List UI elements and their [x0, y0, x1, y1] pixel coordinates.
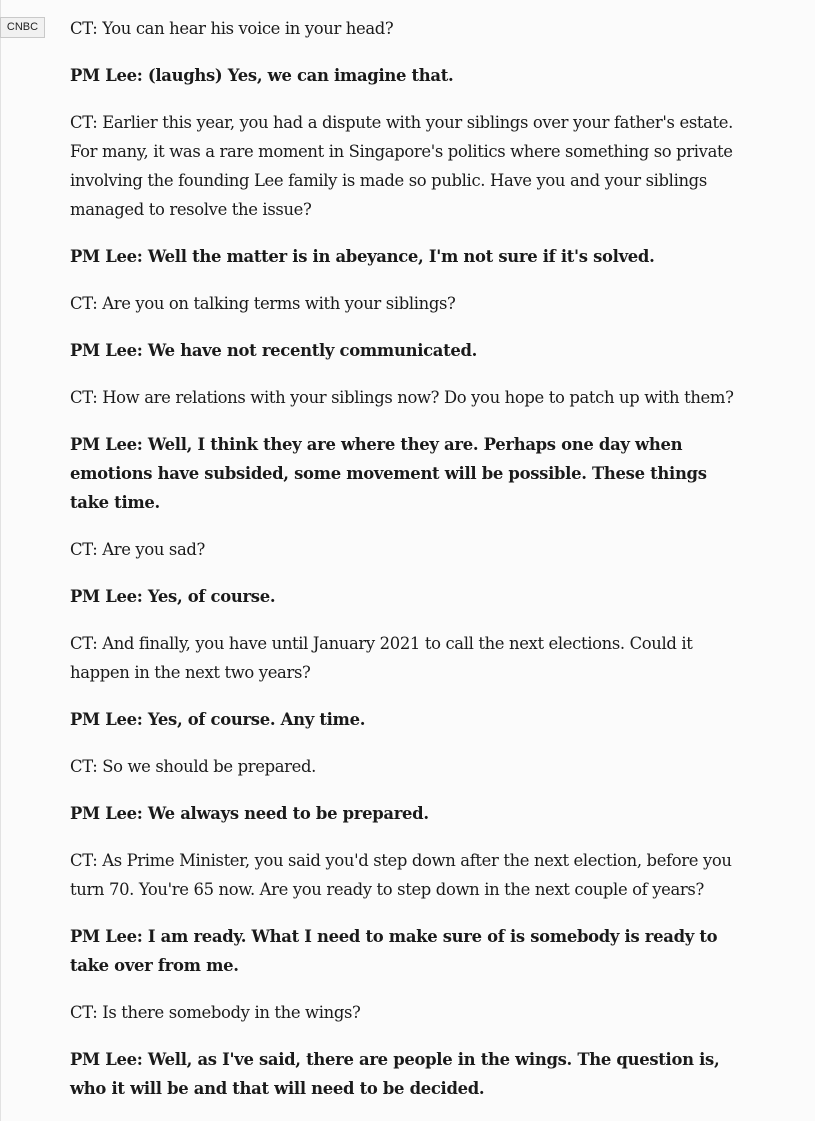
sidebar-divider — [0, 0, 1, 1121]
interview-question: CT: As Prime Minister, you said you'd step down after the next election, before you turn 70. You're 65 now. Are you ready to step down in the next couple of years? — [70, 851, 732, 899]
interview-answer: PM Lee: (laughs) Yes, we can imagine that. — [70, 66, 454, 85]
interview-question: CT: So we should be prepared. — [70, 757, 316, 776]
interview-answer: PM Lee: Well, I think they are where they are. Perhaps one day when emotions have subsided, some movement will be possible. These things take time. — [70, 435, 707, 512]
interview-answer: PM Lee: Yes, of course. — [70, 587, 276, 606]
interview-question: CT: Are you on talking terms with your siblings? — [70, 294, 456, 313]
interview-question: CT: And finally, you have until January 2021 to call the next elections. Could it happen in the next two years? — [70, 634, 693, 682]
source-tag[interactable]: CNBC — [0, 17, 45, 38]
interview-answer: PM Lee: We have not recently communicated. — [70, 341, 478, 360]
interview-question: CT: Earlier this year, you had a dispute with your siblings over your father's estate. For many, it was a rare moment in Singapore's politics where something so private involving the founding Lee family is made so public. Have you and your siblings managed to resolve the issue? — [70, 113, 733, 219]
interview-answer: PM Lee: Well, as I've said, there are people in the wings. The question is, who it will be and that will need to be decided. — [70, 1050, 720, 1098]
interview-answer: PM Lee: I am ready. What I need to make sure of is somebody is ready to take over from me. — [70, 927, 718, 975]
interview-answer: PM Lee: We always need to be prepared. — [70, 804, 429, 823]
interview-answer: PM Lee: Yes, of course. Any time. — [70, 710, 366, 729]
interview-question: CT: Are you sad? — [70, 540, 205, 559]
interview-question: CT: Is there somebody in the wings? — [70, 1003, 361, 1022]
interview-question: CT: How are relations with your siblings now? Do you hope to patch up with them? — [70, 388, 734, 407]
interview-question: CT: You can hear his voice in your head? — [70, 19, 394, 38]
interview-answer: PM Lee: Well the matter is in abeyance, I'm not sure if it's solved. — [70, 247, 655, 266]
interview-article — [70, 14, 745, 1121]
